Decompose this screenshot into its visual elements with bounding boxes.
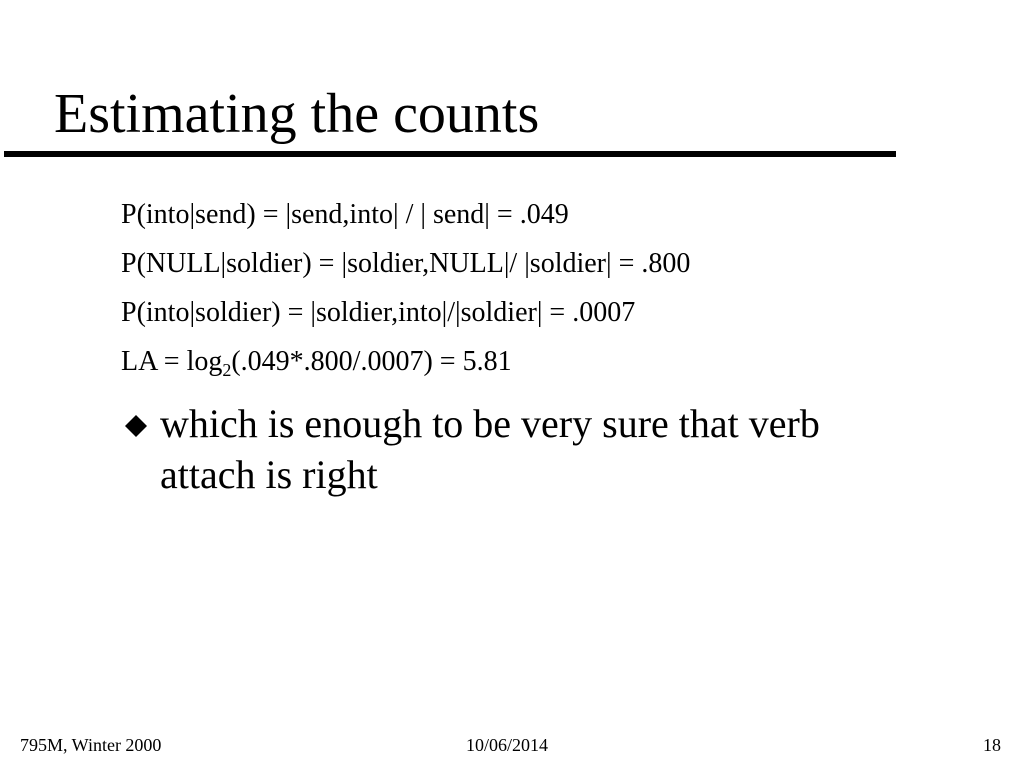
title-underline (4, 151, 896, 157)
diamond-bullet-icon (124, 414, 148, 438)
formula-la (121, 345, 512, 379)
footer-page-number: 18 (983, 735, 1001, 755)
footer-date: 10/06/2014 (466, 735, 549, 755)
bullet-item (122, 398, 922, 500)
formula-la-subscript: 2 (222, 360, 232, 380)
footer-course: 795M, Winter 2000 (20, 735, 162, 755)
formula-null-given-soldier: P(NULL|soldier) = |soldier,NULL|/ |soldier| = .800 (121, 248, 691, 279)
formula-into-given-send: P(into|send) = |send,into| / | send| = .049 (121, 199, 569, 230)
formula-la-suffix: (.049*.800/.0007) = 5.81 (231, 346, 512, 377)
slide-title: Estimating the counts (54, 83, 540, 145)
formula-la-prefix: LA = log (121, 346, 223, 377)
formula-into-given-soldier: P(into|soldier) = |soldier,into|/|soldier| = .0007 (121, 297, 636, 328)
bullet-text: which is enough to be very sure that verb attach is right (160, 401, 820, 497)
